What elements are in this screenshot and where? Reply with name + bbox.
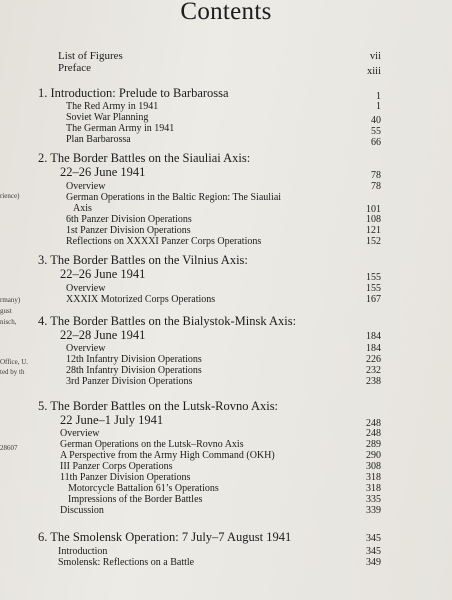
margin-bleed-text: nisch, bbox=[0, 318, 17, 326]
toc-page-number: 1 bbox=[376, 101, 381, 112]
toc-entry bbox=[66, 236, 381, 247]
chapter-heading bbox=[60, 268, 381, 281]
toc-entry-label: Overview bbox=[66, 283, 106, 294]
toc-entry bbox=[66, 123, 381, 137]
toc-entry bbox=[66, 354, 381, 365]
toc-entry bbox=[66, 343, 381, 354]
chapter-heading bbox=[38, 531, 381, 544]
toc-page-number: 248 bbox=[366, 418, 381, 429]
toc-entry bbox=[58, 62, 381, 77]
chapter-title-date: 22 June–1 July 1941 bbox=[60, 413, 164, 427]
toc-entry-label: III Panzer Corps Operations bbox=[60, 461, 173, 472]
toc-entry bbox=[58, 51, 381, 62]
toc-page-number: 108 bbox=[366, 214, 381, 225]
chapter-title: 3. The Border Battles on the Vilnius Axis: bbox=[38, 253, 248, 267]
toc-entry-label: XXXIX Motorized Corps Operations bbox=[66, 294, 216, 305]
toc-page-number: 152 bbox=[366, 236, 381, 247]
toc-page-number: 335 bbox=[366, 494, 381, 505]
toc-entry-label: 11th Panzer Division Operations bbox=[60, 472, 191, 483]
chapter-title: 5. The Border Battles on the Lutsk-Rovno Axis: bbox=[38, 399, 279, 413]
toc-entry-label: Discussion bbox=[60, 505, 104, 516]
chapter-title-date: 22–26 June 1941 bbox=[60, 165, 146, 179]
toc-page-number: 318 bbox=[366, 483, 381, 494]
toc-entry bbox=[60, 450, 381, 461]
toc-page-number: 289 bbox=[366, 439, 381, 450]
toc-entry bbox=[66, 225, 381, 236]
chapter-heading bbox=[60, 166, 381, 179]
toc-page-number: 167 bbox=[366, 294, 381, 305]
toc-entry bbox=[73, 203, 381, 214]
toc-page-number: 345 bbox=[366, 533, 381, 544]
toc-entry-label: Reflections on XXXXI Panzer Corps Operations bbox=[66, 236, 262, 247]
toc-page-number: xiii bbox=[366, 66, 381, 77]
toc-entry bbox=[66, 192, 381, 203]
toc-page-number: 349 bbox=[366, 557, 381, 568]
page-title: Contents bbox=[180, 0, 272, 25]
toc-page-number: 308 bbox=[366, 461, 381, 472]
margin-bleed-text: 28607 bbox=[0, 444, 18, 452]
toc-page-number: 155 bbox=[366, 272, 381, 283]
toc-page-number: 226 bbox=[366, 354, 381, 365]
toc-entry bbox=[58, 557, 381, 568]
toc-page-number: 66 bbox=[371, 137, 381, 148]
toc-entry bbox=[68, 483, 381, 494]
toc-entry bbox=[66, 214, 381, 225]
margin-bleed-text: Office, U. bbox=[0, 358, 29, 366]
toc-entry-label: Preface bbox=[58, 62, 91, 74]
toc-entry bbox=[60, 439, 381, 450]
toc-entry bbox=[60, 472, 381, 483]
toc-entry-label: Soviet War Planning bbox=[66, 112, 149, 123]
toc-entry-label: The Red Army in 1941 bbox=[66, 101, 159, 112]
margin-bleed-text: rmany) bbox=[0, 296, 21, 304]
toc-entry-label: 1st Panzer Division Operations bbox=[66, 225, 191, 236]
margin-bleed-text: ted by th bbox=[0, 368, 25, 376]
toc-entry-label: A Perspective from the Army High Command (OKH) bbox=[60, 450, 275, 461]
toc-page-number: 184 bbox=[366, 331, 381, 342]
toc-entry bbox=[60, 505, 381, 516]
toc-entry-label: 6th Panzer Division Operations bbox=[66, 214, 192, 225]
chapter-title: 4. The Border Battles on the Bialystok-Minsk Axis: bbox=[38, 314, 297, 328]
toc-page-number: 238 bbox=[366, 376, 381, 387]
toc-entry-label: 3rd Panzer Division Operations bbox=[66, 376, 193, 387]
toc-page-number: 101 bbox=[366, 204, 381, 215]
chapter-heading bbox=[38, 152, 381, 165]
toc-page-number: 40 bbox=[371, 115, 381, 126]
toc-entry bbox=[60, 428, 381, 439]
chapter-heading bbox=[60, 329, 381, 342]
toc-entry bbox=[60, 461, 381, 472]
toc-page-number: vii bbox=[369, 51, 381, 62]
chapter-heading bbox=[38, 254, 381, 267]
chapter-title-date: 22–26 June 1941 bbox=[60, 267, 146, 281]
toc-entry bbox=[66, 283, 381, 294]
toc-entry-label: Overview bbox=[60, 428, 100, 439]
toc-entry-label: German Operations on the Lutsk–Rovno Axis bbox=[60, 439, 244, 450]
chapter-heading bbox=[38, 400, 381, 413]
toc-entry bbox=[66, 134, 381, 148]
toc-entry-label: Axis bbox=[73, 203, 92, 214]
toc-entry-label: Smolensk: Reflections on a Battle bbox=[58, 557, 195, 568]
toc-page-number: 1 bbox=[376, 91, 381, 102]
toc-entry bbox=[66, 294, 381, 305]
toc-page-number: 339 bbox=[366, 505, 381, 516]
toc-page-number: 155 bbox=[366, 283, 381, 294]
toc-entry-label: German Operations in the Baltic Region: The Siauliai bbox=[66, 192, 282, 203]
toc-entry-label: 28th Infantry Division Operations bbox=[66, 365, 202, 376]
toc-entry bbox=[66, 376, 381, 387]
chapter-title: 1. Introduction: Prelude to Barbarossa bbox=[38, 86, 229, 100]
toc-entry bbox=[66, 101, 381, 112]
toc-entry bbox=[68, 494, 381, 505]
toc-entry bbox=[58, 546, 381, 557]
toc-entry-label: The German Army in 1941 bbox=[66, 123, 175, 134]
toc-entry-label: Motorcycle Battalion 61’s Operations bbox=[68, 483, 219, 494]
margin-bleed-text: gust bbox=[0, 307, 12, 315]
toc-page-number: 232 bbox=[366, 365, 381, 376]
toc-page-number: 184 bbox=[366, 343, 381, 354]
chapter-title: 6. The Smolensk Operation: 7 July–7 August 1941 bbox=[38, 530, 292, 544]
toc-entry bbox=[66, 181, 381, 192]
toc-entry-label: Impressions of the Border Battles bbox=[68, 494, 203, 505]
chapter-title: 2. The Border Battles on the Siauliai Axis: bbox=[38, 151, 251, 165]
toc-entry-label: Overview bbox=[66, 343, 106, 354]
toc-page-number: 290 bbox=[366, 450, 381, 461]
toc-page-number: 78 bbox=[371, 170, 381, 181]
toc-page-number: 121 bbox=[366, 225, 381, 236]
chapter-heading bbox=[38, 315, 381, 328]
toc-page-number: 318 bbox=[366, 472, 381, 483]
toc-entry-label: Plan Barbarossa bbox=[66, 134, 131, 145]
chapter-heading bbox=[60, 414, 381, 427]
toc-page-number: 78 bbox=[371, 181, 381, 192]
chapter-heading bbox=[38, 87, 381, 100]
margin-bleed-text: rience) bbox=[0, 192, 20, 200]
toc-entry-label: List of Figures bbox=[58, 50, 123, 62]
toc-entry-label: Overview bbox=[66, 181, 106, 192]
toc-entry bbox=[66, 365, 381, 376]
toc-page-number: 248 bbox=[366, 428, 381, 439]
chapter-title-date: 22–28 June 1941 bbox=[60, 328, 146, 342]
toc-page-number: 345 bbox=[366, 546, 381, 557]
toc-entry bbox=[66, 112, 381, 126]
toc-page-number: 55 bbox=[371, 126, 381, 137]
toc-entry-label: 12th Infantry Division Operations bbox=[66, 354, 202, 365]
toc-entry-label: Introduction bbox=[58, 546, 108, 557]
